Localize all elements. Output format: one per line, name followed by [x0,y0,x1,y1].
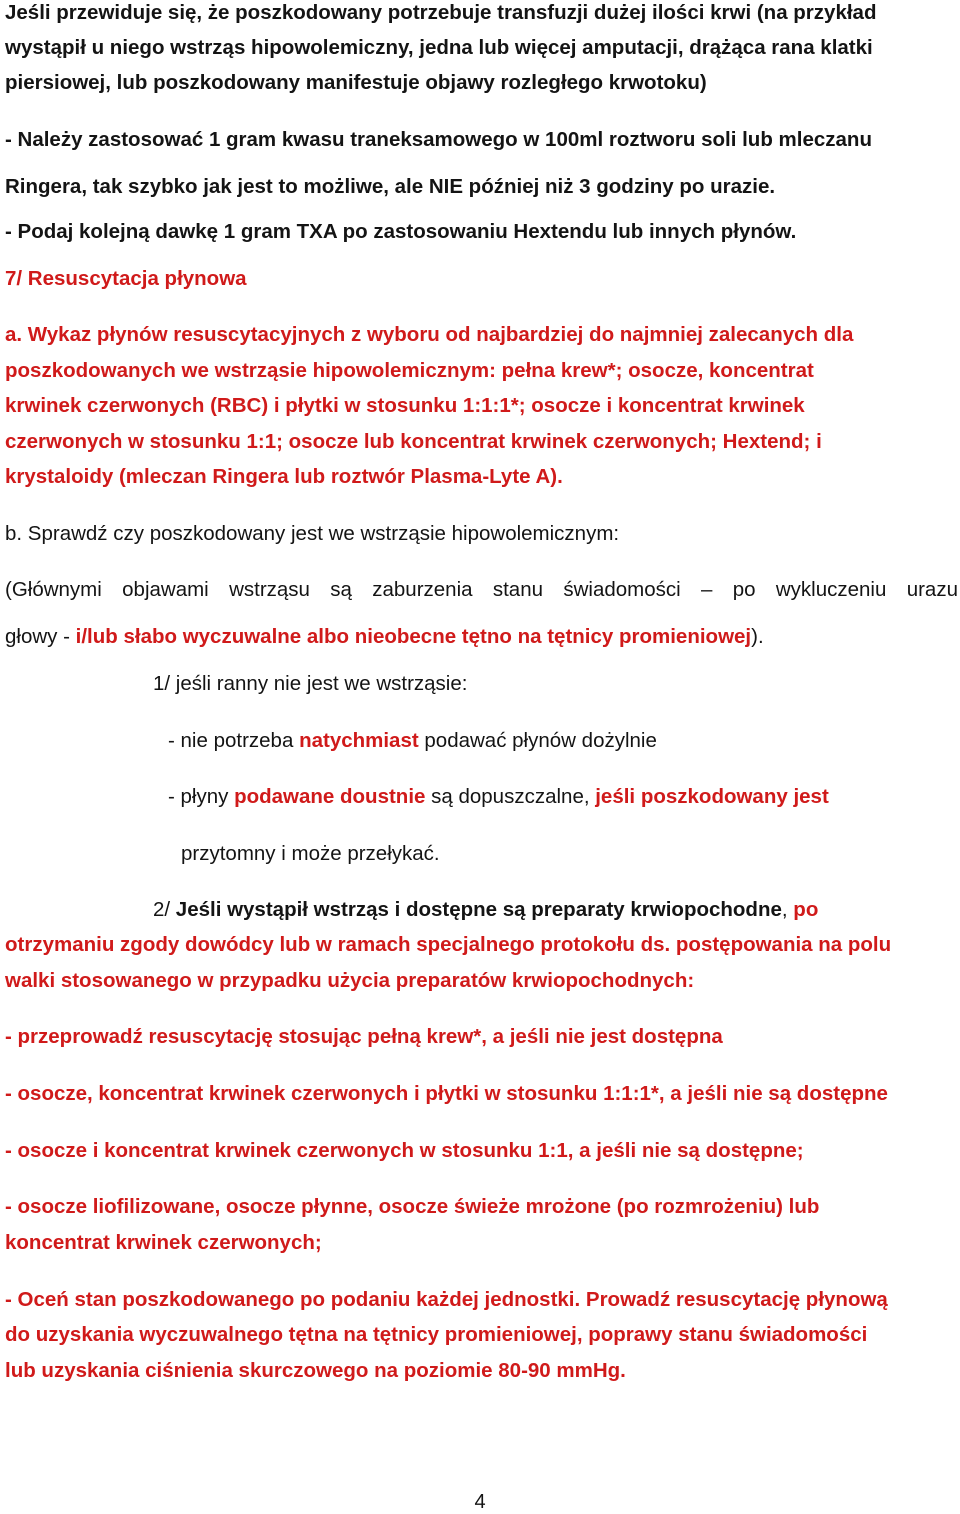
step-3: - osocze i koncentrat krwinek czerwonych w stosunku 1:1, a jeśli nie są dostępne; [5,1139,804,1162]
para-b-line-3-start: głowy - [5,625,76,648]
case-2-condition: Jeśli wystąpił wstrząs i dostępne są preparaty krwiopochodne [175,898,782,921]
page-number: 4 [474,1491,486,1513]
intro-line-2: wystąpił u niego wstrząs hipowolemiczny, jedna lub więcej amputacji, drążąca rana klatki [5,36,873,59]
para-b-line-1: b. Sprawdź czy poszkodowany jest we wstrząsie hipowolemicznym: [5,522,620,545]
step-4-line-1: - osocze liofilizowane, osocze płynne, osocze świeże mrożone (po rozmrożeniu) lub [5,1195,820,1218]
immediately-emphasis: natychmiast [299,729,419,752]
step-4-line-2: koncentrat krwinek czerwonych; [5,1231,322,1254]
step-2: - osocze, koncentrat krwinek czerwonych i płytki w stosunku 1:1:1*, a jeśli nie są dostępne [5,1082,888,1105]
intro-line-3: piersiowej, lub poszkodowany manifestuje objawy rozległego krwotoku) [5,71,707,94]
txa-line-2: Ringera, tak szybko jak jest to możliwe, ale NIE później niż 3 godziny po urazie. [5,175,776,198]
case-1-item-1-start: - nie potrzeba [168,729,300,752]
para-a-line-5: krystaloidy (mleczan Ringera lub roztwór Plasma-Lyte A). [5,465,563,488]
step-5-line-3: lub uzyskania ciśnienia skurczowego na poziomie 80-90 mmHg. [5,1359,626,1382]
para-b-line-3-end: ). [751,625,764,648]
case-1-item-1 [168,728,657,754]
para-a-line-4: czerwonych w stosunku 1:1; osocze lub koncentrat krwinek czerwonych; Hextend; i [5,430,822,453]
case-1-item-2-middle: są dopuszczalne, [425,785,596,808]
case-2-line-3: walki stosowanego w przypadku użycia preparatów krwiopochodnych: [5,969,695,992]
step-5-line-1: - Oceń stan poszkodowanego po podaniu każdej jednostki. Prowadź resuscytację płynową [5,1288,888,1311]
para-b-line-3 [5,624,764,650]
radial-pulse-emphasis: i/lub słabo wyczuwalne albo nieobecne tętno na tętnicy promieniowej [75,625,752,648]
section-heading: 7/ Resuscytacja płynowa [5,267,247,290]
oral-fluids-emphasis: podawane doustnie [234,785,426,808]
case-1-item-1-end: podawać płynów dożylnie [418,729,657,752]
para-a-line-3: krwinek czerwonych (RBC) i płytki w stosunku 1:1:1*; osocze i koncentrat krwinek [5,394,805,417]
case-1-title: 1/ jeśli ranny nie jest we wstrząsie: [153,672,468,695]
case-2-line-1 [153,897,818,923]
conscious-condition-emphasis: jeśli poszkodowany jest [595,785,829,808]
case-2-prefix: 2/ [153,898,176,921]
para-a-line-1: a. Wykaz płynów resuscytacyjnych z wyboru od najbardziej do najmniej zalecanych dla [5,323,854,346]
intro-line-1: Jeśli przewiduje się, że poszkodowany potrzebuje transfuzji dużej ilości krwi (na przykład [5,1,877,24]
txa-line-3: - Podaj kolejną dawkę 1 gram TXA po zastosowaniu Hextendu lub innych płynów. [5,220,797,243]
para-a-line-2: poszkodowanych we wstrząsie hipowolemicznym: pełna krew*; osocze, koncentrat [5,359,814,382]
case-2-red-start: po [793,898,819,921]
step-1: - przeprowadź resuscytację stosując pełną krew*, a jeśli nie jest dostępna [5,1025,723,1048]
case-1-item-2-start: - płyny [168,785,235,808]
para-b-line-2: (Głównymi objawami wstrząsu są zaburzenia stanu świadomości – po wykluczeniu urazu [5,578,958,601]
txa-line-1: - Należy zastosować 1 gram kwasu traneksamowego w 100ml roztworu soli lub mleczanu [5,128,872,151]
case-1-item-2 [168,784,829,810]
case-2-line-2: otrzymaniu zgody dowódcy lub w ramach specjalnego protokołu ds. postępowania na polu [5,933,892,956]
step-5-line-2: do uzyskania wyczuwalnego tętna na tętnicy promieniowej, poprawy stanu świadomości [5,1323,868,1346]
case-2-comma: , [781,898,794,921]
case-1-item-2-continuation: przytomny i może przełykać. [181,842,440,865]
